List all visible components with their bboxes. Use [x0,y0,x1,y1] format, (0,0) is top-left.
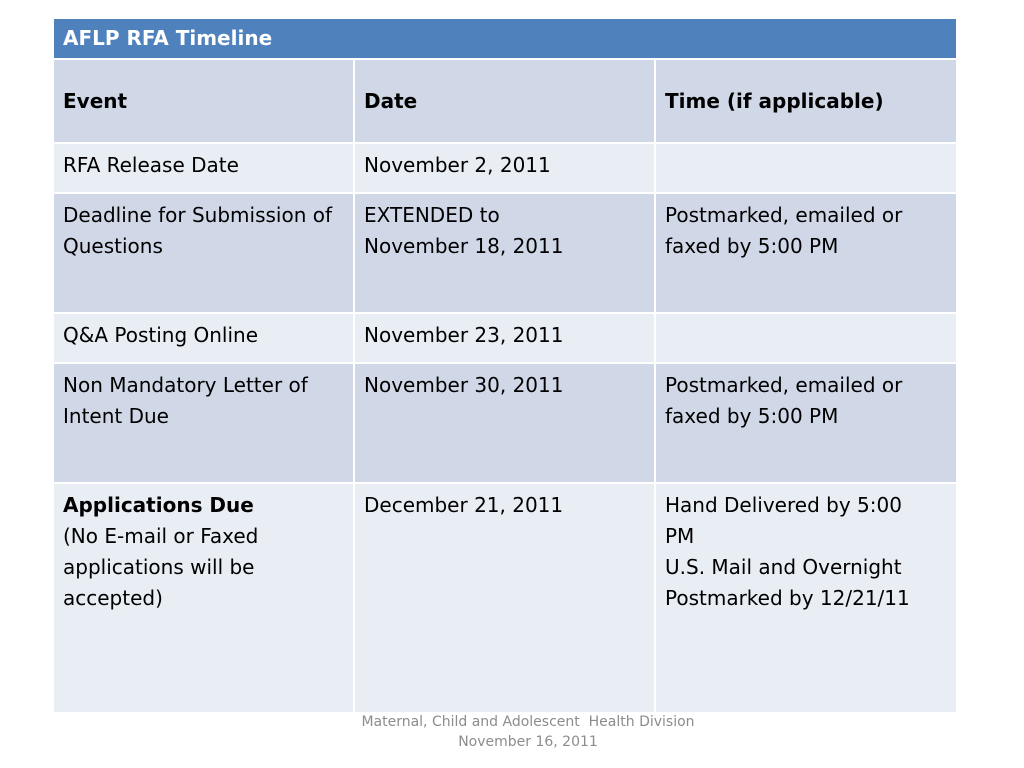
time-line: Postmarked by 12/21/11 [665,586,910,610]
footer-division: Maternal, Child and Adolescent Health Division [361,714,695,730]
time-cell [655,313,957,363]
date-cell: December 21, 2011 [354,483,655,713]
event-cell: Q&A Posting Online [53,313,354,363]
date-line: EXTENDED to [364,203,500,227]
header-time: Time (if applicable) [655,59,957,143]
event-line: (No E-mail or Faxed [63,524,259,548]
table-row [53,483,957,713]
date-cell: November 2, 2011 [354,143,655,193]
time-cell [655,483,957,713]
event-cell: Deadline for Submission of Questions [53,193,354,313]
table-title-row [53,18,957,59]
timeline-table [52,17,958,714]
date-cell: November 30, 2011 [354,363,655,483]
time-line: U.S. Mail and Overnight [665,555,902,579]
table-row [53,193,957,313]
date-line: November 18, 2011 [364,234,564,258]
event-line: accepted) [63,586,163,610]
event-heading: Applications Due [63,493,254,517]
table-title: AFLP RFA Timeline [53,18,957,59]
event-cell [53,363,354,483]
time-cell [655,143,957,193]
table-row [53,143,957,193]
slide-footer [0,712,1024,752]
event-line: applications will be [63,555,255,579]
date-cell: November 23, 2011 [354,313,655,363]
event-cell [53,483,354,713]
table-row [53,363,957,483]
event-line: Intent Due [63,404,169,428]
time-cell [655,363,957,483]
time-line: PM [665,524,695,548]
time-line: Hand Delivered by 5:00 [665,493,902,517]
time-line: Postmarked, emailed or [665,203,903,227]
time-cell [655,193,957,313]
footer-date: November 16, 2011 [458,734,598,750]
date-cell [354,193,655,313]
header-event: Event [53,59,354,143]
event-line: Non Mandatory Letter of [63,373,308,397]
header-date: Date [354,59,655,143]
time-line: faxed by 5:00 PM [665,234,839,258]
table-row [53,313,957,363]
time-line: Postmarked, emailed or [665,373,903,397]
table-header-row [53,59,957,143]
event-cell: RFA Release Date [53,143,354,193]
time-line: faxed by 5:00 PM [665,404,839,428]
